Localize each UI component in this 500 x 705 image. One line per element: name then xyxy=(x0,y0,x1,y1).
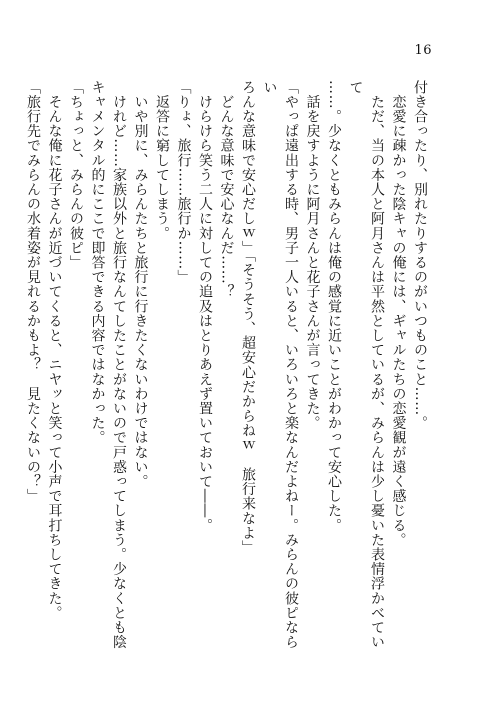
text-line: 恋愛に疎かった陰キャの俺には、ギャルたちの恋愛観が遠く感じる。 xyxy=(390,80,407,548)
text-line: 「ちょっと、みらんの彼ピ」 xyxy=(68,80,84,270)
text-line: けれど……家族以外と旅行なんてしたことがないので戸惑ってしまう。少なくとも陰 xyxy=(111,80,127,650)
page-number: 16 xyxy=(414,43,432,58)
text-line: ただ、当の本人と阿月さんは平然としているが、みらんは少し憂いた表情浮かべていて xyxy=(347,80,385,650)
text-line: 「やっぱ遠出する時、男子一人いると、いろいろと楽なんだよねー。みらんの彼ピならい xyxy=(261,80,299,650)
text-line: ろんな意味で安心だしｗ」「そうそう、超安心だからねｗ 旅行来なよ」 xyxy=(240,80,256,555)
text-line: いや別に、みらんたちと旅行に行きたくないわけではない。 xyxy=(132,80,149,489)
text-line: 「りょ、旅行……旅行か……」 xyxy=(175,80,192,285)
text-line: 話を戻すように阿月さんと花子さんが言ってきた。 xyxy=(304,80,321,431)
text-line: 「旅行先でみらんの水着姿が見れるかもよ？ 見たくないの？」 xyxy=(25,80,41,504)
text-line: 付き合ったり、別れたりするのがいつものこと……。 xyxy=(412,80,428,431)
vertical-text-body xyxy=(25,80,430,660)
text-line: ……。少なくともみらんは俺の感覚に近いことがわかって安心した。 xyxy=(326,80,342,533)
text-line: けらけら笑う二人に対しての追及はとりあえず置いておいて――。 xyxy=(197,80,213,533)
text-line: 返答に窮してしまう。 xyxy=(154,80,170,241)
text-line: キャメンタル的にここで即答できる内容ではなかった。 xyxy=(89,80,106,445)
text-line: そんな俺に花子さんが近づいてくると、ニヤッと笑って小声で耳打ちしてきた。 xyxy=(46,80,63,621)
text-line: どんな意味で安心なんだ……？ xyxy=(218,80,235,299)
